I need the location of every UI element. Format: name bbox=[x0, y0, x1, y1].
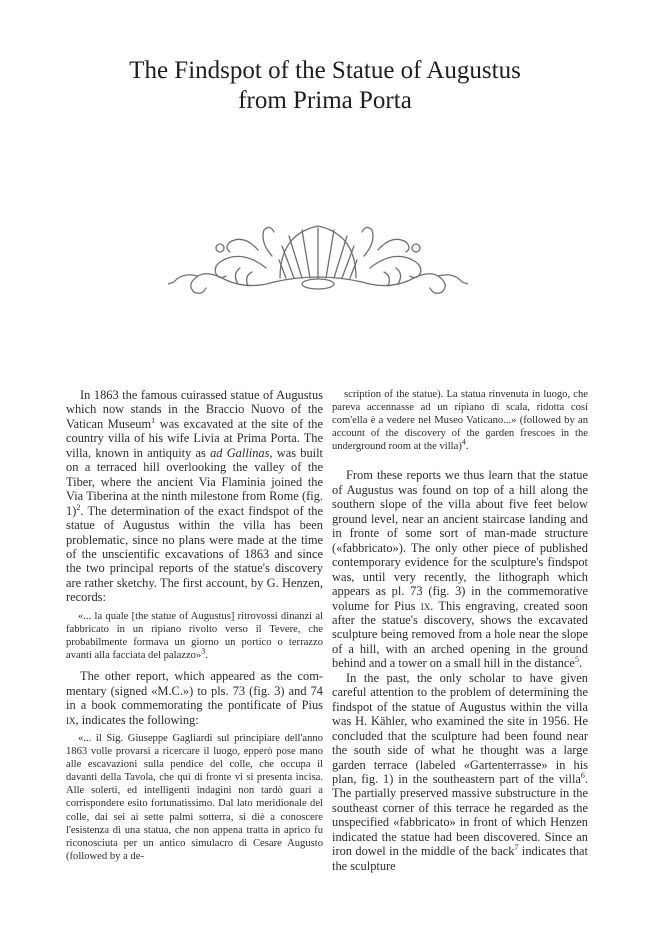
block-quote-continued: scription of the statue). La statua rinvenuta in luogo, che pareva accennasse ad un ripiano di scala, ridotta cosí com'ella è a vedere nel Museo Vaticano...» (followed by an account of the discovery of the garden frescoes in the underground room at the villa)$^4$. bbox=[332, 389, 588, 453]
footnote-ref: 1 bbox=[151, 415, 156, 425]
paragraph: In the past, the only scholar to have given careful attention to the problem of determining the findspot of the statue of Augustus within the villa was H. Kähler, who examined the site in 1956. He concluded that the sculpture had been found near the south side of what he thought was a large garden terrace (labeled «Gartenterrasse» in his plan, fig. 1) in the southeastern part of the villa$^6$. The partially preserved massive substructure in the southeast corner of this terrace he regarded as the unspecified «fabbricato» in front of which Henzen indicated the statue had been discovered. Since an iron dowel in the middle of the back$^7$ indicates that the sculpture bbox=[332, 670, 588, 873]
paragraph: From these reports we thus learn that the statue of Augustus was found on top of a hill along the southern slope of the villa about five feet below ground level, near an ancient staircase landing and in fronte of some sort of man-made structure («fabbricato»). The only other piece of published contemporary evidence for the sculpture's findspot was, until very recently, the lithograph which appears as pl. 73 (fig. 3) in the commemorative volume for Pius ix. This engraving, created soon after the statue's discovery, shows the excavated sculpture being removed from a hole near the slope of a hill, with an arched opening in the ground behind and a tower on a small hill in the distance$^5$. bbox=[332, 468, 588, 671]
paragraph: In 1863 the famous cuirassed statue of Augustus which now stands in the Braccio Nuovo of the Vatican Museum$^1$ was excavated at the site of the country villa of his wife Livia at Prima Porta. The villa, known in antiquity as ad Gallinas, was built on a terraced hill overlooking the valley of the Tiber, where the ancient Via Flaminia joined the Via Tiberina at the ninth milestone from Rome (fig. 1)$^2$. The determination of the exact findspot of the statue of Augustus within the villa has been problematic, since no plans were made at the time of the unscientific excavations of 1863 and since the two principal reports of the statue's discovery are rather sketchy. The first account, by G. Henzen, records: bbox=[66, 388, 323, 605]
footnote-ref: 7 bbox=[514, 843, 519, 853]
title-line-1: The Findspot of the Statue of Augustus bbox=[129, 57, 521, 84]
scallop-shell-acanthus-scroll-icon bbox=[168, 212, 468, 296]
footnote-ref: 2 bbox=[76, 502, 81, 512]
footnote-ref: 6 bbox=[580, 770, 585, 780]
left-column bbox=[66, 388, 323, 870]
block-quote: «... il Sig. Giuseppe Gagliardi sul principiare dell'anno 1863 volle provarsi a ricercare il luogo, epperò pose mano alle escavazioni sulla pendice del colle, che occupa il davanti della Tavola, che quì di fronte vi si presenta incisa. Alle solerti, ed intelligenti indagini non tardò guari a corrispondere esito fortunatissimo. Dal lato meridionale del colle, dai sei ai sette palmi sotterra, si diè a conoscere l'esistenza di una statua, che non appena tratta in aprico fu riconosciuta per un antico simulacro di Cesare Augusto (followed by a de- bbox=[66, 732, 323, 862]
paragraph: The other report, which appeared as the commentary (signed «M.C.») to pls. 73 (fig. 3) and 74 in a book commemorating the pontificate of Pius ix, indicates the following: bbox=[66, 669, 323, 727]
footnote-ref: 3 bbox=[201, 646, 206, 656]
article-title bbox=[0, 56, 650, 116]
right-column bbox=[332, 388, 588, 873]
footnote-ref: 4 bbox=[461, 437, 466, 447]
footnote-ref: 5 bbox=[574, 655, 579, 665]
title-line-2: from Prima Porta bbox=[238, 87, 412, 114]
block-quote: «... la quale [the statue of Augustus] ritrovossi dinanzi al fabbricato in un ripiano rivolto verso il Tevere, che probabilmente formava un giorno un portico o terrazzo avanti alla facciata del palazzo»$^3$. bbox=[66, 610, 323, 662]
